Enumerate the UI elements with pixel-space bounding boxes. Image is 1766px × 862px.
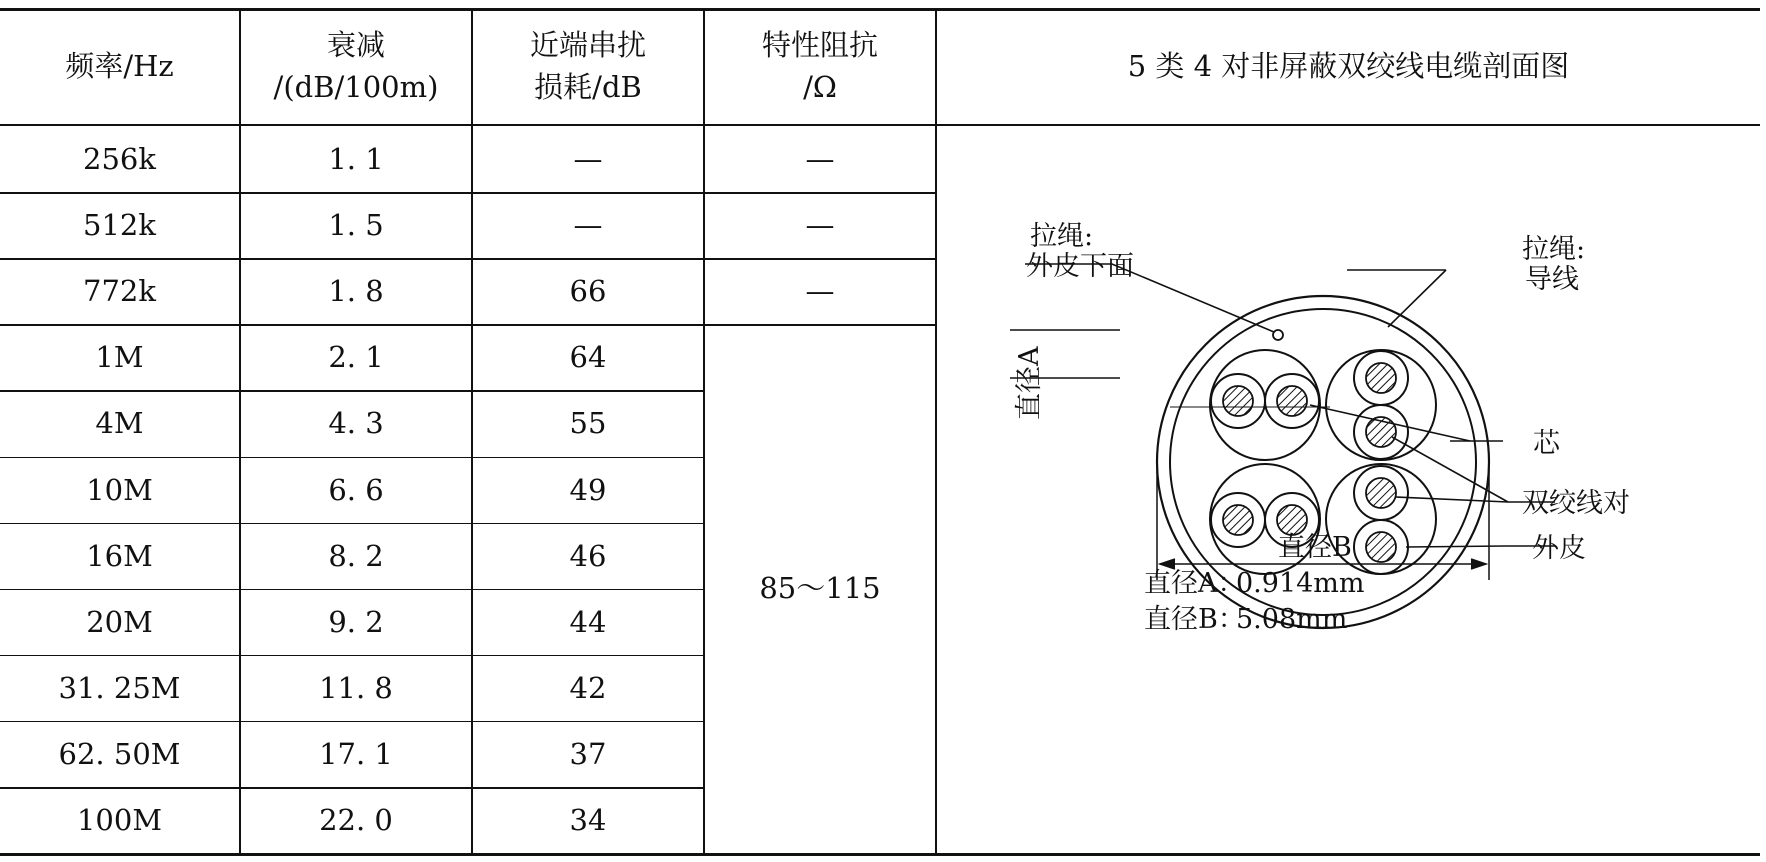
spec-diameter-b-label: 直径B： <box>1144 604 1245 635</box>
table-cell-atten <box>241 721 471 787</box>
spec-diameter-b-value: 5.08mm <box>1236 604 1348 635</box>
conductors-bottom-right <box>1354 466 1408 574</box>
table-cell-text: 1. 8 <box>328 274 384 309</box>
table-cell-text: — <box>805 274 835 309</box>
ripcord-dot <box>1273 330 1283 340</box>
table-cell-text: 42 <box>569 670 607 705</box>
col-divider-4 <box>935 8 937 856</box>
header-impedance <box>705 8 935 124</box>
header-near-end-crosstalk <box>473 8 703 124</box>
table-cell-text: 55 <box>569 406 607 441</box>
table-cell-text: — <box>805 208 835 243</box>
table-cell-next <box>473 258 703 324</box>
diagram-title-text: 5 类 4 对非屏蔽双绞线电缆剖面图 <box>1127 49 1570 83</box>
table-cell-freq <box>0 324 239 390</box>
table-cell-text: 1. 5 <box>328 208 384 243</box>
table-cell-freq <box>0 655 239 721</box>
merged-impedance-value: 85～115 <box>759 571 881 605</box>
conductors-top-left <box>1211 374 1319 428</box>
label-core: 芯 <box>1533 428 1560 459</box>
table-cell-text: 10M <box>86 472 153 507</box>
table-cell-text: 256k <box>83 142 156 177</box>
table-cell-atten <box>241 655 471 721</box>
table-cell-next <box>473 589 703 655</box>
table-cell-text: 4M <box>95 406 144 441</box>
header-impedance-line2: /Ω <box>803 70 837 104</box>
table-cell-text: 100M <box>76 803 163 838</box>
table-cell-text: 22. 0 <box>319 803 393 838</box>
label-ripcord-conductor-2: 导线 <box>1525 264 1579 295</box>
table-cell-text: 17. 1 <box>319 736 393 771</box>
table-cell-next <box>473 324 703 390</box>
table-cell-text: 11. 8 <box>319 670 393 705</box>
label-ripcord-under-jacket-2: 外皮下面 <box>1026 251 1134 282</box>
header-frequency <box>0 8 239 124</box>
table-cell-text: 44 <box>569 604 607 639</box>
table-bottom-rule <box>0 853 1760 856</box>
label-diameter-a-vertical: 直径A <box>1014 346 1045 420</box>
table-cell-freq <box>0 126 239 192</box>
table-cell-atten <box>241 787 471 853</box>
table-cell-text: 4. 3 <box>328 406 384 441</box>
table-cell-text: 9. 2 <box>328 604 384 639</box>
label-twisted-pair: 双绞线对 <box>1522 488 1630 519</box>
table-cell-next <box>473 457 703 523</box>
table-cell-atten <box>241 324 471 390</box>
table-cell-text: 512k <box>83 208 156 243</box>
table-cell-freq <box>0 258 239 324</box>
table-cell-next <box>473 192 703 258</box>
table-cell-text: 20M <box>86 604 153 639</box>
conductors-top-right <box>1354 351 1408 459</box>
table-cell-atten <box>241 126 471 192</box>
table-cell-next <box>473 655 703 721</box>
table-cell-text: 46 <box>569 538 607 573</box>
table-cell-text: 1M <box>95 340 144 375</box>
table-cell-imp <box>705 258 935 324</box>
table-cell-atten <box>241 589 471 655</box>
table-cell-atten <box>241 192 471 258</box>
table-cell-text: 772k <box>83 274 156 309</box>
label-ripcord-under-jacket-1: 拉绳: <box>1030 221 1094 252</box>
table-cell-text: 8. 2 <box>328 538 384 573</box>
merged-impedance-cell <box>705 323 935 853</box>
table-cell-next <box>473 523 703 589</box>
table-cell-text: 16M <box>86 538 153 573</box>
header-frequency-text: 频率/Hz <box>65 49 174 83</box>
header-attenuation-line1: 衰减 <box>326 28 385 62</box>
table-cell-text: — <box>573 208 603 243</box>
table-cell-freq <box>0 787 239 853</box>
header-next-line1: 近端串扰 <box>529 28 646 62</box>
table-cell-atten <box>241 258 471 324</box>
table-cell-freq <box>0 192 239 258</box>
table-cell-next <box>473 126 703 192</box>
table-cell-text: 34 <box>569 803 607 838</box>
table-cell-freq <box>0 721 239 787</box>
table-cell-text: 49 <box>569 472 607 507</box>
table-cell-imp <box>705 192 935 258</box>
table-cell-text: 31. 25M <box>58 670 181 705</box>
header-attenuation <box>241 8 471 124</box>
header-diagram-title <box>937 8 1760 124</box>
label-diameter-b: 直径B <box>1278 532 1352 563</box>
table-cell-next <box>473 787 703 853</box>
table-cell-imp <box>705 126 935 192</box>
header-impedance-line1: 特性阻抗 <box>761 28 878 62</box>
table-cell-text: 6. 6 <box>328 472 384 507</box>
table-cell-text: 62. 50M <box>58 736 181 771</box>
spec-diameter-a-label: 直径A： <box>1144 568 1245 599</box>
table-cell-next <box>473 390 703 456</box>
header-next-line2: 损耗/dB <box>534 70 642 104</box>
table-cell-text: 66 <box>569 274 607 309</box>
table-cell-text: 37 <box>569 736 607 771</box>
table-cell-text: — <box>805 142 835 177</box>
table-cell-text: 2. 1 <box>328 340 384 375</box>
table-cell-atten <box>241 390 471 456</box>
table-cell-freq <box>0 457 239 523</box>
table-cell-text: 1. 1 <box>328 142 384 177</box>
table-cell-atten <box>241 523 471 589</box>
table-cell-freq <box>0 390 239 456</box>
table-cell-next <box>473 721 703 787</box>
table-cell-freq <box>0 523 239 589</box>
table-cell-freq <box>0 589 239 655</box>
table-cell-text: — <box>573 142 603 177</box>
label-ripcord-conductor-1: 拉绳: <box>1522 234 1586 265</box>
spec-diameter-a-value: 0.914mm <box>1236 568 1365 599</box>
table-cell-text: 64 <box>569 340 607 375</box>
table-cell-atten <box>241 457 471 523</box>
label-jacket: 外皮 <box>1532 533 1586 564</box>
cable-cross-section-diagram <box>1010 215 1670 755</box>
header-attenuation-line2: /(dB/100m) <box>273 70 439 104</box>
